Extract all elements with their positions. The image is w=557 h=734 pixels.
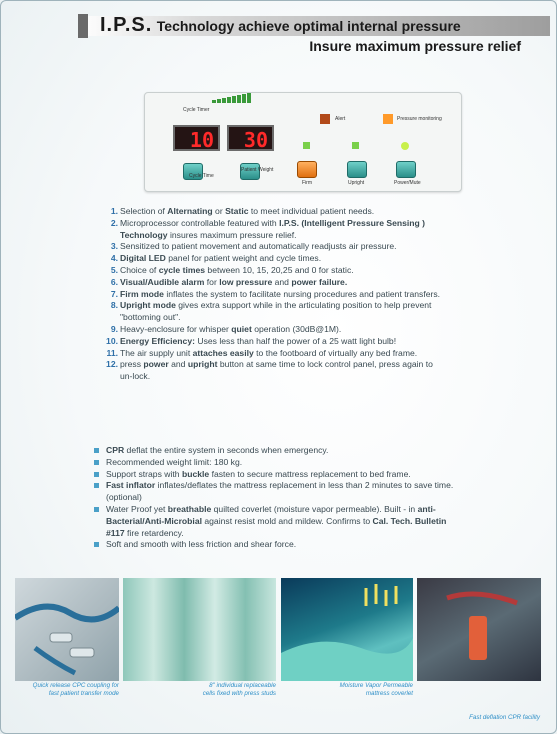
page-title bbox=[100, 14, 461, 37]
upright-label: Upright bbox=[348, 180, 365, 186]
list-item: Water Proof yet breathable quilted coverlet (moisture vapor permeable). Built - in anti- Bacterial/Anti-Microbial against resist mold and mildew. Confirms to Cal. Tech. Bulletin #117 fire retardency. bbox=[94, 504, 504, 539]
list-item: 7. Firm mode inflates the system to facilitate nursing procedures and patient transfers. bbox=[110, 288, 441, 299]
alert-label: Alert bbox=[335, 116, 346, 122]
power-mute-button[interactable] bbox=[396, 161, 416, 178]
firm-label: Firm bbox=[302, 180, 312, 186]
list-item: 2. Microprocessor controllable featured with I.P.S. (Intelligent Pressure Sensing ) Technology insures maximum pressure relief. bbox=[110, 217, 426, 240]
list-item: 1. Selection of Alternating or Static to meet individual patient needs. bbox=[110, 206, 375, 216]
led-weight-display: 30 bbox=[227, 125, 274, 151]
list-item: 3. Sensitized to patient movement and automatically readjusts air pressure. bbox=[110, 241, 397, 252]
list-item: 8. Upright mode gives extra support while in the articulating position to help prevent "bottoming out". bbox=[110, 300, 432, 323]
firm-button[interactable] bbox=[297, 161, 317, 178]
caption-cpr: Fast deflation CPR facility bbox=[469, 714, 540, 721]
list-item: Soft and smooth with less friction and shear force. bbox=[94, 539, 504, 551]
cpr-valve-image bbox=[417, 578, 541, 681]
list-item: 10. Energy Efficiency: Uses less than half the power of a 25 watt light bulb! bbox=[106, 335, 397, 346]
patient-weight-label: Patient Weight bbox=[241, 167, 274, 173]
list-item: CPR deflat the entire system in seconds when emergency. bbox=[94, 445, 504, 457]
header-tab bbox=[78, 14, 88, 38]
list-item: 6. Visual/Audible alarm for low pressure and power failure. bbox=[110, 276, 348, 287]
power-mute-label: Power/Mute bbox=[394, 180, 421, 186]
firm-led bbox=[303, 142, 310, 149]
upright-led bbox=[352, 142, 359, 149]
list-item: 9. Heavy-enclosure for whisper quiet operation (30dB@1M). bbox=[110, 323, 342, 334]
list-item: 12. press power and upright button at same time to lock control panel, press again to un-lock. bbox=[106, 359, 433, 382]
page-subtitle: Insure maximum pressure relief bbox=[309, 38, 521, 54]
cycle-time-label: Cycle Time bbox=[189, 173, 214, 179]
caption-cells: 8" individual replaceable cells fixed with press studs bbox=[202, 682, 276, 697]
vapor-arrows-icon bbox=[281, 578, 413, 681]
list-item: Fast inflator inflates/deflates the mattress replacement in less than 2 minutes to save time. (optional) bbox=[94, 480, 504, 504]
features-list bbox=[104, 206, 504, 383]
list-item: Support straps with buckle fasten to secure mattress replacement to bed frame. bbox=[94, 469, 504, 481]
list-item: 4. Digital LED panel for patient weight and cycle times. bbox=[110, 253, 322, 264]
alert-indicator bbox=[320, 114, 330, 124]
power-led bbox=[401, 142, 409, 150]
list-item: 11. The air supply unit attaches easily to the footboard of virtually any bed frame. bbox=[106, 347, 418, 358]
list-item: 5. Choice of cycle times between 10, 15, 20,25 and 0 for static. bbox=[110, 264, 354, 275]
cpc-coupling-image bbox=[15, 578, 119, 681]
control-panel bbox=[144, 92, 462, 192]
led-cycle-display: 10 bbox=[173, 125, 220, 151]
list-item: Recommended weight limit: 180 kg. bbox=[94, 457, 504, 469]
cycle-timer-label: Cycle Timer bbox=[183, 107, 210, 113]
photo-cpc-coupling bbox=[15, 578, 119, 681]
pressure-monitoring-label: Pressure monitoring bbox=[397, 116, 442, 122]
upright-button[interactable] bbox=[347, 161, 367, 178]
caption-coverlet: Moisture Vapor Permeable mattress coverlet bbox=[339, 682, 413, 697]
title-ips: I.P.S. bbox=[100, 14, 153, 36]
photo-coverlet bbox=[281, 578, 413, 681]
title-rest: Technology achieve optimal internal pressure bbox=[156, 18, 461, 34]
photo-cpr-facility bbox=[417, 578, 541, 681]
caption-cpc: Quick release CPC coupling for fast patient transfer mode bbox=[32, 682, 119, 697]
photo-replaceable-cells bbox=[123, 578, 276, 681]
pressure-indicator bbox=[383, 114, 393, 124]
specs-list bbox=[94, 445, 504, 551]
